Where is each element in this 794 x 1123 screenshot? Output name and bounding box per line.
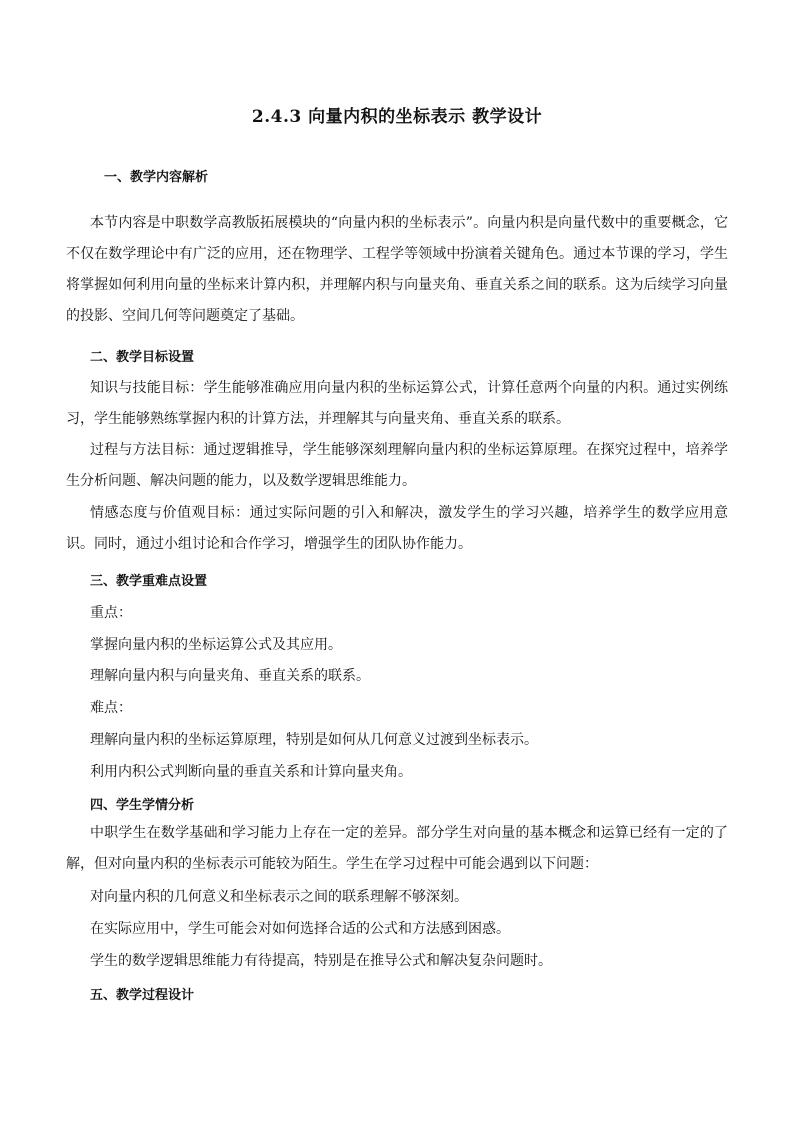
knowledge-skill-objective: 知识与技能目标：学生能够准确应用向量内积的坐标运算公式，计算任意两个向量的内积。通过实例练习，学生能够熟练掌握内积的计算方法，并理解其与向量夹角、垂直关系的联系。 [66, 380, 728, 427]
process-method-objective: 过程与方法目标：通过逻辑推导，学生能够深刻理解向量内积的坐标运算原理。在探究过程中，培养学生分析问题、解决问题的能力，以及数学逻辑思维能力。 [66, 442, 728, 489]
difficult-point-item: 理解向量内积的坐标运算原理，特别是如何从几何意义过渡到坐标表示。 [90, 732, 538, 748]
difficult-point-item: 利用内积公式判断向量的垂直关系和计算向量夹角。 [90, 764, 412, 780]
section-heading-student-analysis: 四、学生学情分析 [90, 798, 195, 813]
document-title: 2.4.3 向量内积的坐标表示 教学设计 [251, 107, 543, 127]
student-analysis-paragraph: 中职学生在数学基础和学习能力上存在一定的差异。部分学生对向量的基本概念和运算已经有一定的了解，但对向量内积的坐标表示可能较为陌生。学生在学习过程中可能会遇到以下问题： [66, 825, 728, 872]
student-issue-item: 对向量内积的几何意义和坐标表示之间的联系理解不够深刻。 [90, 889, 468, 905]
section-heading-teaching-process: 五、教学过程设计 [90, 988, 195, 1003]
student-issue-item: 学生的数学逻辑思维能力有待提高，特别是在推导公式和解决复杂问题时。 [90, 953, 552, 969]
difficult-points-label: 难点： [90, 700, 132, 716]
section-heading-key-difficult: 三、教学重难点设置 [90, 574, 208, 589]
attitude-value-objective: 情感态度与价值观目标：通过实际问题的引入和解决，激发学生的学习兴趣，培养学生的数学应用意识。同时，通过小组讨论和合作学习，增强学生的团队协作能力。 [66, 505, 728, 552]
student-issue-item: 在实际应用中，学生可能会对如何选择合适的公式和方法感到困惑。 [90, 921, 510, 937]
section-heading-content-analysis: 一、教学内容解析 [104, 170, 209, 185]
key-point-item: 掌握向量内积的坐标运算公式及其应用。 [90, 637, 342, 653]
content-analysis-paragraph: 本节内容是中职数学高教版拓展模块的“向量内积的坐标表示”。向量内积是向量代数中的重要概念，它不仅在数学理论中有广泛的应用，还在物理学、工程学等领域中扮演着关键角色。通过本节课的学习，学生将掌握如何利用向量的坐标来计算内积，并理解内积与向量夹角、垂直关系之间的联系。这为后续学习向量的投影、空间几何等问题奠定了基础。 [66, 215, 728, 324]
key-points-label: 重点： [90, 605, 132, 621]
key-point-item: 理解向量内积与向量夹角、垂直关系的联系。 [90, 668, 370, 684]
section-heading-objectives: 二、教学目标设置 [90, 350, 195, 365]
